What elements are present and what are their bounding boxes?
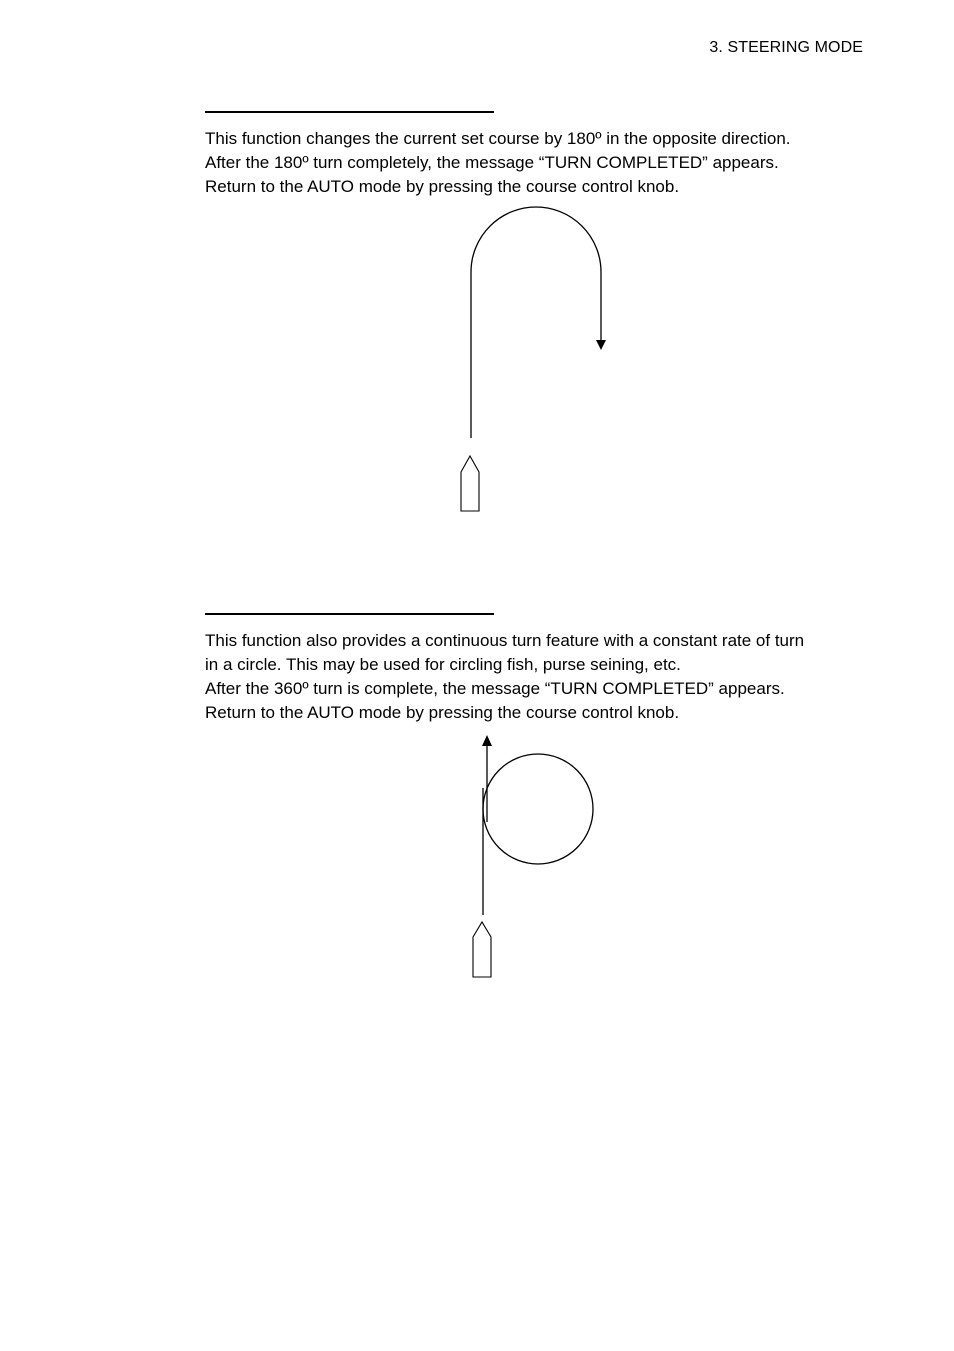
turn-path: [471, 207, 601, 438]
description-line: This function also provides a continuous turn feature with a constant rate of turn: [205, 631, 805, 650]
arrowhead-icon: [596, 340, 606, 350]
description-line: After the 360º turn is complete, the message “TURN COMPLETED” appears.: [205, 679, 785, 698]
360-degree-turn-diagram: [473, 735, 593, 977]
description-line: This function changes the current set course by 180º in the opposite direction.: [205, 129, 791, 148]
section-heading-rule: [205, 613, 494, 615]
description-line: After the 180º turn completely, the message “TURN COMPLETED” appears.: [205, 153, 779, 172]
description-line: in a circle. This may be used for circling fish, purse seining, etc.: [205, 655, 681, 674]
ship-icon: [473, 922, 491, 977]
ship-icon: [461, 456, 479, 511]
running-header: 3. STEERING MODE: [709, 39, 863, 56]
arrowhead-icon: [482, 735, 492, 746]
description-line: Return to the AUTO mode by pressing the course control knob.: [205, 703, 680, 722]
section-description: [205, 629, 885, 725]
description-line: Return to the AUTO mode by pressing the course control knob.: [205, 177, 680, 196]
turn-circle: [483, 754, 593, 864]
